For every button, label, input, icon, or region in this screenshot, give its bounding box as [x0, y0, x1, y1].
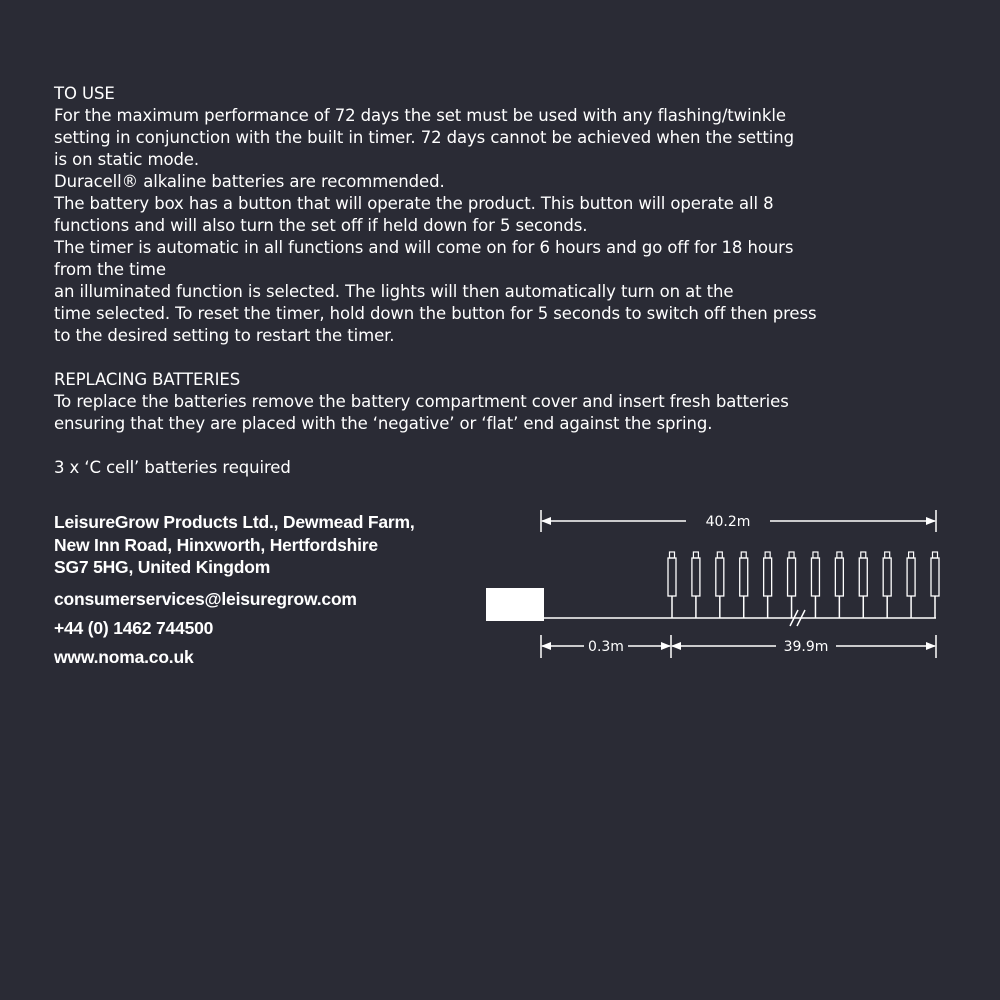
bulb-body	[668, 558, 676, 596]
bulb-tip	[885, 552, 890, 558]
arrowhead	[541, 642, 551, 650]
bulb	[716, 552, 724, 618]
batteries-line: ensuring that they are placed with the ‘negative’ or ‘flat’ end against the spring.	[54, 414, 713, 433]
bulb	[788, 552, 796, 618]
use-line: setting in conjunction with the built in timer. 72 days cannot be achieved when the setting	[54, 128, 794, 147]
bulb-body	[692, 558, 700, 596]
use-line: Duracell® alkaline batteries are recommended.	[54, 172, 445, 191]
use-heading: TO USE	[54, 84, 115, 103]
lead-length-label: 0.3m	[588, 639, 624, 655]
bulb	[764, 552, 772, 618]
use-line: The timer is automatic in all functions and will come on for 6 hours and go off for 18 hours	[54, 238, 794, 257]
bulb	[835, 552, 843, 618]
batteries-line: To replace the batteries remove the battery compartment cover and insert fresh batteries	[54, 392, 789, 411]
bulb	[907, 552, 915, 618]
bulb-body	[883, 558, 891, 596]
bulb	[811, 552, 819, 618]
batteries-heading: REPLACING BATTERIES	[54, 370, 241, 389]
use-line: For the maximum performance of 72 days the set must be used with any flashing/twinkle	[54, 106, 786, 125]
bulb	[692, 552, 700, 618]
bulb-body	[740, 558, 748, 596]
bulb-tip	[717, 552, 722, 558]
battery-box	[486, 588, 544, 621]
bulb	[668, 552, 676, 618]
bulb-body	[716, 558, 724, 596]
use-line: is on static mode.	[54, 150, 200, 169]
bulb-tip	[741, 552, 746, 558]
battery-requirement: 3 x ‘C cell’ batteries required	[54, 458, 291, 477]
use-line: The battery box has a button that will operate the product. This button will operate all 8	[54, 194, 774, 213]
bulb-row	[668, 552, 939, 618]
arrowhead	[926, 517, 936, 525]
use-line: from the time	[54, 260, 166, 279]
bulb	[931, 552, 939, 618]
bulb-tip	[933, 552, 938, 558]
bulb-body	[907, 558, 915, 596]
bulb-tip	[693, 552, 698, 558]
arrowhead	[926, 642, 936, 650]
address-line: LeisureGrow Products Ltd., Dewmead Farm,	[54, 512, 415, 532]
contact-website: www.noma.co.uk	[54, 646, 194, 667]
bulb-body	[788, 558, 796, 596]
bulb-body	[764, 558, 772, 596]
bulb-tip	[909, 552, 914, 558]
bulb-tip	[837, 552, 842, 558]
bulb-body	[859, 558, 867, 596]
contact-phone: +44 (0) 1462 744500	[54, 617, 214, 638]
total-length-label: 40.2m	[705, 514, 751, 530]
bulb-tip	[670, 552, 675, 558]
bulb-tip	[789, 552, 794, 558]
bulb-tip	[813, 552, 818, 558]
use-line: to the desired setting to restart the timer.	[54, 326, 395, 345]
arrowhead	[671, 642, 681, 650]
use-line: an illuminated function is selected. The lights will then automatically turn on at the	[54, 282, 734, 301]
address-line: New Inn Road, Hinxworth, Hertfordshire	[54, 534, 378, 555]
bulb	[883, 552, 891, 618]
arrowhead	[661, 642, 671, 650]
bulb-body	[931, 558, 939, 596]
bulb-body	[835, 558, 843, 596]
lit-length-label: 39.9m	[783, 639, 829, 655]
bulb-tip	[765, 552, 770, 558]
address-line: SG7 5HG, United Kingdom	[54, 557, 271, 577]
bulb-tip	[861, 552, 866, 558]
bulb	[740, 552, 748, 618]
use-line: time selected. To reset the timer, hold down the button for 5 seconds to switch off then press	[54, 304, 817, 323]
bulb-body	[811, 558, 819, 596]
arrowhead	[541, 517, 551, 525]
bulb	[859, 552, 867, 618]
use-line: functions and will also turn the set off if held down for 5 seconds.	[54, 216, 588, 235]
contact-email: consumerservices@leisuregrow.com	[54, 588, 357, 609]
